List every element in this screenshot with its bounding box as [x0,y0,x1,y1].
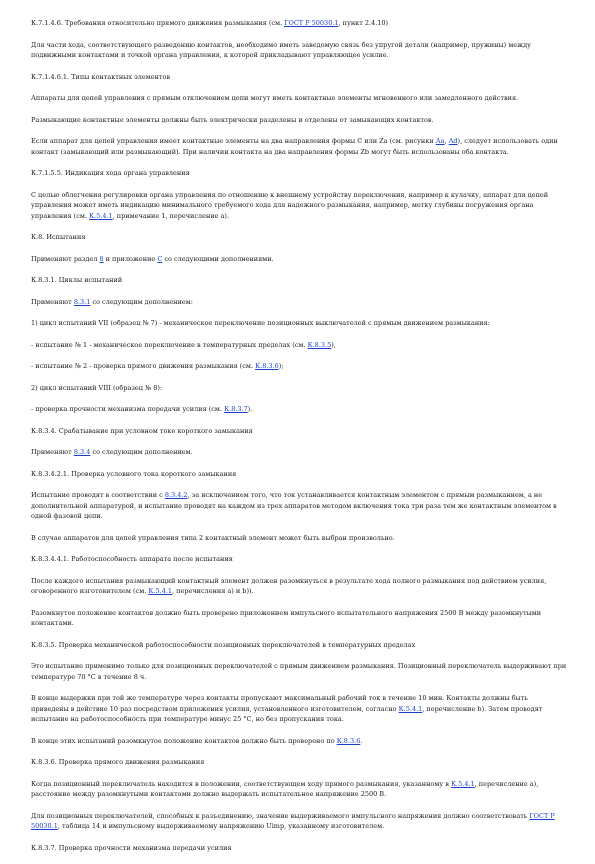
paragraph [31,340,567,351]
paragraph-text: В случае аппаратов для цепей управления типа 2 контактный элемент может быть выбран произвольно. [31,533,395,542]
paragraph-text: К.7.1.4.6.1. Типы контактных элементов [31,72,171,81]
paragraph-text: Для позиционных переключателей, способных к разъединению, значение выдерживаемого импульсного напряжения должно соответствовать [31,811,530,820]
paragraph-text: 1) цикл испытаний VII (образец № 7) - механическое переключение позиционных выключателей с прямым движением размыкания: [31,319,490,327]
paragraph [31,275,567,286]
paragraph-text: со следующим дополнением: [90,297,193,306]
paragraph-text: , таблица 14 и импульсному выдерживаемому напряжению Uimp, указанному изготовителем. [57,822,385,830]
paragraph-text: - испытание № 1 - механическое переключение в температурных пределах (см. [31,340,308,349]
paragraph [31,469,567,480]
paragraph-text: , перечисления а) и b)). [172,587,254,595]
reference-link[interactable]: ГОСТ Р 50030.1 [31,811,555,830]
reference-link[interactable]: К.5.4.1 [89,211,113,220]
paragraph-text: , перечисление а), расстояние между разомкнутыми контактами должно выдержать испытательное напряжение 2500 В. [31,779,539,798]
reference-link[interactable]: 8.3.4.2 [164,491,188,499]
reference-link[interactable]: К.5.4.1 [451,779,475,788]
paragraph [31,447,567,458]
paragraph [31,490,567,522]
paragraph-text: и приложение [103,254,158,263]
paragraph [31,383,567,394]
paragraph [31,318,567,329]
paragraph-text: , за исключением того, что ток устанавливается контактным элементом с прямым размыканием, а не дополнительной аппаратурой, и испытание проводят на каждом из трех аппаратов методом включения тока три раза тем же контактным элементом в одной фазовой цепи. [31,491,557,520]
paragraph [31,554,567,565]
paragraph-text: К.8. Испытания [31,233,86,241]
paragraph [31,736,567,747]
paragraph-text: ), [331,340,336,349]
paragraph-text: , пункт 2.4.10) [338,19,389,27]
paragraph-text: К.8.3.4.2.1. Проверка условного тока короткого замыкания [31,469,237,478]
paragraph-text: ); [278,362,284,370]
paragraph-text: . [360,736,363,745]
paragraph-text: ). [247,405,253,413]
paragraph-text: К.7.1.4.6. Требования относительно прямого движения размыкания (см. [31,19,285,27]
paragraph-text: В конце этих испытаний разомкнутое положение контактов должно быть проверено по [31,736,337,745]
reference-link[interactable]: К.8.3.6 [255,362,279,370]
paragraph [31,757,567,768]
paragraph-text: - проверка прочности механизма передачи усилия (см. [31,405,225,413]
paragraph [31,361,567,372]
paragraph-text: со следующими дополнениями. [162,254,274,263]
reference-link[interactable]: Аа [435,137,445,145]
paragraph-text: К.8.3.7. Проверка прочности механизма передачи усилия [31,843,232,852]
paragraph [31,533,567,544]
paragraph [31,168,567,179]
paragraph-text: Это испытание применимо только для позиционных переключателей с прямым движением размыкания. Позиционный переключатель выдерживают при температуре 70 °С в течение 8 ч. [31,662,567,681]
reference-link[interactable]: К.8.3.5 [307,340,332,349]
paragraph-text: В конце выдержки при той же температуре через контакты пропускают максимальный рабочий ток в течение 10 мин. Контакты должны быть приведены в действие 10 раз посредством приложения усилия, установленного изготовителем, согласно [31,694,528,713]
paragraph-text: Когда позиционный переключатель находится в положении, соответствующем ходу прямого размыкания, указанному в [31,779,452,788]
paragraph [31,779,567,800]
paragraph [31,576,567,597]
reference-link[interactable]: 8 [99,254,104,263]
paragraph [31,72,567,83]
paragraph [31,93,567,104]
paragraph-text: К.8.3.6. Проверка прямого движения размыкания [31,758,205,766]
paragraph [31,661,567,682]
paragraph-text: С целью облегчения регулировки органа управления по отношению к внешнему устройству переключения, например к кулачку, аппарат для цепей управления может иметь индикацию минимального требуемого хода для надежного размыкания, например, метку глубины погружения органа управления (см. [31,190,549,220]
paragraph-text: К.8.3.5. Проверка механической работоспособности позиционных переключателей в температурных пределах [31,640,416,649]
reference-link[interactable]: 8.3.1 [73,297,91,306]
paragraph-text: со следующим дополнением. [90,448,193,456]
reference-link[interactable]: К.8.3.6 [336,736,361,745]
paragraph [31,18,567,29]
paragraph-text: Для части хода, соответствующего разведению контактов, необходимо иметь заведомую связь без упругой детали (например, пружины) между подвижными контактами и точкой органа управления, к которой прикладывают управляющее усилие. [31,40,531,59]
paragraph [31,136,567,157]
paragraph [31,115,567,126]
paragraph-text: Аппараты для цепей управления с прямым отключением цепи могут иметь контактные элементы мгновенного или замедленного действия. [31,94,519,102]
paragraph-text: Испытание проводят в соответствии с [31,491,165,499]
paragraph-text: , примечание 1, перечисление а). [112,211,230,220]
paragraph-text: - испытание № 2 - проверка прямого движения размыкания (см. [31,362,256,370]
paragraph [31,297,567,308]
paragraph [31,190,567,222]
paragraph [31,693,567,725]
reference-link[interactable]: Ad [448,137,458,145]
paragraph-text: Применяют [31,448,74,456]
reference-link[interactable]: 8.3.4 [73,448,91,456]
paragraph-text: После каждого испытания размыкающий контактный элемент должен разомкнуться в результате хода полного размыкания под действием усилия, оговоренного изготовителем (см. [31,576,547,595]
paragraph-text: Размыкающие контактные элементы должны быть электрически разделены и отделены от замыкающих контактов. [31,115,434,124]
paragraph-text: , [444,137,449,145]
paragraph-text: Применяют раздел [31,254,100,263]
paragraph-text: К.8.3.1. Циклы испытаний [31,276,123,284]
paragraph [31,843,567,854]
reference-link[interactable]: ГОСТ Р 50030.1 [284,19,339,27]
paragraph [31,426,567,437]
paragraph [31,232,567,243]
paragraph-text: Применяют [31,297,74,306]
reference-link[interactable]: К.8.3.7 [224,405,248,413]
paragraph-text: ), следует использовать один контакт (замыкающий или размыкающий). При наличии контакта на два направления формы Zb могут быть использованы оба контакта. [31,137,558,156]
paragraph [31,811,567,832]
paragraph [31,640,567,651]
paragraph-text: , перечисление b). Затем проводят испытание на работоспособность при температуре минус 25 °С, но без пропускания тока. [31,704,543,723]
paragraph-text: 2) цикл испытаний VIII (образец № 8): [31,383,163,392]
paragraph-text: К.7.1.5.5. Индикация хода органа управления [31,169,190,177]
reference-link[interactable]: К.5.4.1 [398,704,423,713]
paragraph [31,404,567,415]
paragraph-text: К.8.3.4. Срабатывание при условном токе короткого замыкания [31,426,253,435]
reference-link[interactable]: К.5.4.1 [148,587,173,595]
paragraph [31,608,567,629]
paragraph [31,40,567,61]
document-body [31,18,567,864]
paragraph-text: К.8.3.4.4.1. Работоспособность аппарата после испытания [31,555,233,563]
paragraph-text: Разомкнутое положение контактов должно быть проверено приложением импульсного испытательного напряжения 2500 В между разомкнутыми контактами. [31,608,542,627]
paragraph [31,254,567,265]
reference-link[interactable]: С [157,254,163,263]
paragraph-text: Если аппарат для цепей управления имеет контактные элементы на два направления формы С или Za (см. рисунки [31,137,436,145]
